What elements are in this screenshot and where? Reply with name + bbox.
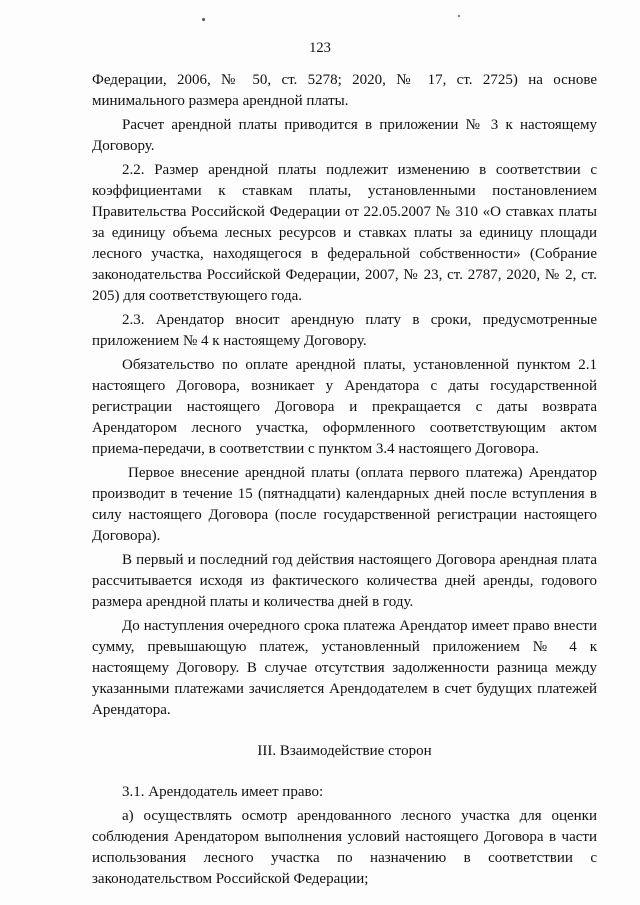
paragraph-3-1-a: а) осуществлять осмотр арендованного лесного участка для оценки соблюдения Арендатором выполнения условий настоящего Договора в части использования лесного участка по назначению в соответствии с законодательством Российской Федерации; (92, 808, 597, 887)
page-number: 123 (309, 40, 331, 56)
scan-speck (202, 18, 205, 21)
section-heading: III. Взаимодействие сторон (257, 743, 432, 759)
paragraph-payment-obligation: Обязательство по оплате арендной платы, установленной пунктом 2.1 настоящего Договора, возникает у Арендатора с даты государственной регистрации настоящего Договора и прекращается с даты возврата Арендатором лесного участка, оформленного соответствующим актом приема-передачи, в соответствии с пунктом 3.4 настоящего Договора. (92, 357, 597, 457)
paragraph-first-last-year: В первый и последний год действия настоящего Договора арендная плата рассчитывается исходя из фактического количества дней аренды, годового размера арендной платы и количества дней в году. (92, 552, 597, 610)
paragraph-continuation: Федерации, 2006, № 50, ст. 5278; 2020, № 17, ст. 2725) на основе минимального размера арендной платы. (92, 72, 597, 109)
paragraph-rent-calculation: Расчет арендной платы приводится в приложении № 3 к настоящему Договору. (92, 117, 597, 154)
document-body (92, 70, 597, 893)
paragraph-2-3: 2.3. Арендатор вносит арендную плату в сроки, предусмотренные приложением № 4 к настоящему Договору. (92, 312, 597, 349)
scan-speck (458, 15, 460, 17)
paragraph-3-1: 3.1. Арендодатель имеет право: (122, 784, 324, 800)
paragraph-2-2: 2.2. Размер арендной платы подлежит изменению в соответствии с коэффициентами к ставкам платы, установленными постановлением Правительства Российской Федерации от 22.05.2007 № 310 «О ставках платы за единицу объема лесных ресурсов и ставках платы за единицу площади лесного участка, находящегося в федеральной собственности» (Собрание законодательства Российской Федерации, 2007, № 23, ст. 2787, 2020, № 2, ст. 205) для соответствующего года. (92, 162, 597, 304)
paragraph-first-payment: Первое внесение арендной платы (оплата первого платежа) Арендатор производит в течение 15 (пятнадцати) календарных дней после вступления в силу настоящего Договора (после государственной регистрации настоящего Договора). (92, 465, 597, 544)
paragraph-advance-payment: До наступления очередного срока платежа Арендатор имеет право внести сумму, превышающую платеж, установленный приложением № 4 к настоящему Договору. В случае отсутствия задолженности разница между указанными платежами зачисляется Арендодателем в счет будущих платежей Арендатора. (92, 618, 597, 718)
